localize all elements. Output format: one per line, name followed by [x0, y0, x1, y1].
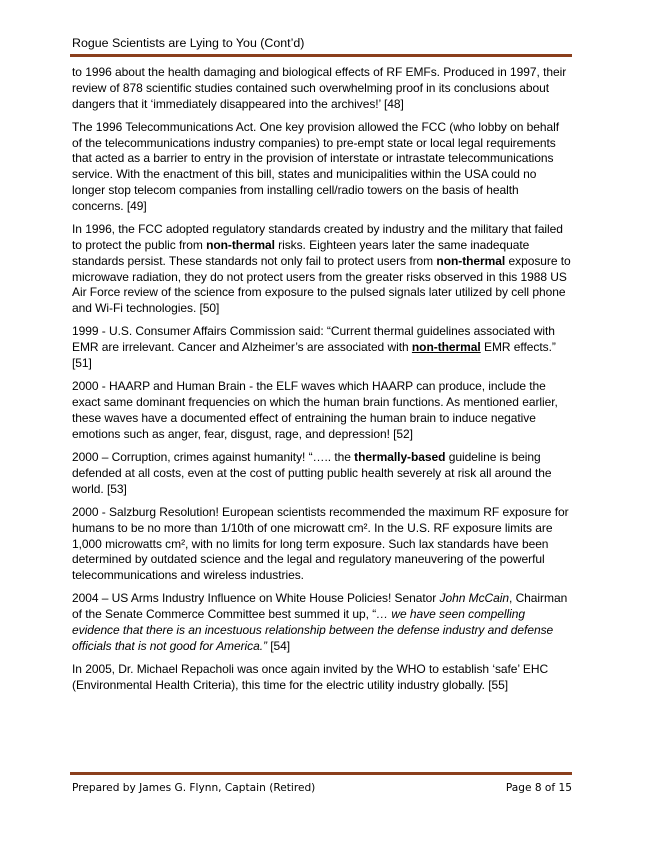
paragraph-6: 2000 – Corruption, crimes against humanity! “….. the thermally-based guideline is being defended at all costs, even at the cost of putting public health severely at risk all around the world. [53] [72, 450, 552, 496]
italic-quote: … we have seen compelling evidence that there is an incestuous relationship between the defense industry and defense officials that is not good for America.” [72, 607, 554, 653]
footer-divider [70, 772, 572, 775]
header-divider [70, 54, 572, 57]
footer-author: Prepared by James G. Flynn, Captain (Retired) [72, 782, 316, 794]
bold-underlined-term: non-thermal [411, 340, 481, 355]
bold-term: non-thermal [436, 253, 506, 268]
paragraph-5: 2000 - HAARP and Human Brain - the ELF waves which HAARP can produce, include the exact same dominant frequencies on which the human brain functions. As mentioned earlier, these waves have a documented effect of entraining the human brain to induce negative emotions such as anger, fear, disgust, rage, and depression! [52] [72, 379, 558, 441]
footer-page-number: Page 8 of 15 [505, 782, 572, 794]
paragraph-1: to 1996 about the health damaging and biological effects of RF EMFs. Produced in 1997, their review of 878 scientific studies contained such overwhelming proof in its conclusions about dangers that it ‘immediately disappeared into the archives!’ [48] [72, 65, 567, 111]
paragraph-2: The 1996 Telecommunications Act. One key provision allowed the FCC (who lobby on behalf of the telecommunications industry companies) to pre-empt state or local legal requirements that acted as a barrier to entry in the provision of interstate or intrastate telecommunications service. With the enactment of this bill, states and municipalities within the USA could no longer stop telecom companies from installing cell/radio towers on the basis of health concerns. [49] [72, 119, 560, 213]
paragraph-4: 1999 - U.S. Consumer Affairs Commission said: “Current thermal guidelines associated with EMR are irrelevant. Cancer and Alzheimer’s are associated with non-thermal EMR effects.” [51] [72, 324, 556, 371]
bold-term: thermally-based [354, 450, 446, 465]
bold-term: non-thermal [206, 237, 275, 252]
page-header-title: Rogue Scientists are Lying to You (Cont’d) [72, 36, 305, 50]
paragraph-7: 2000 - Salzburg Resolution! European scientists recommended the maximum RF exposure for humans to be no more than 1/10th of one microwatt cm². In the U.S. RF exposure limits are 1,000 microwatts cm², with no limits for long term exposure. Such lax standards have been determined by outdated science and the legal and regulatory maneuvering of the powerful telecommunications and wireless industries. [72, 504, 569, 583]
paragraph-9: In 2005, Dr. Michael Repacholi was once again invited by the WHO to establish ‘safe’ EHC (Environmental Health Criteria), this time for the electric utility industry globally. [55] [72, 662, 549, 692]
document-body [72, 65, 572, 701]
paragraph-8: 2004 – US Arms Industry Influence on White House Policies! Senator John McCain, Chairman of the Senate Commerce Committee best summed it up, “… we have seen compelling evidence that there is an incestuous relationship between the defense industry and defense officials that is not good for America.” [54] [72, 591, 568, 653]
italic-name: John McCain [439, 591, 509, 606]
paragraph-3: In 1996, the FCC adopted regulatory standards created by industry and the military that failed to protect the public from non-thermal risks. Eighteen years later the same inadequate standards persist. These standards not only fail to protect users from non-thermal exposure to microwave radiation, they do not protect users from the greater risks observed in this 1988 US Air Force review of the science from exposure to the pulsed signals later utilized by cell phone and Wi-Fi technologies. [50] [72, 222, 571, 316]
